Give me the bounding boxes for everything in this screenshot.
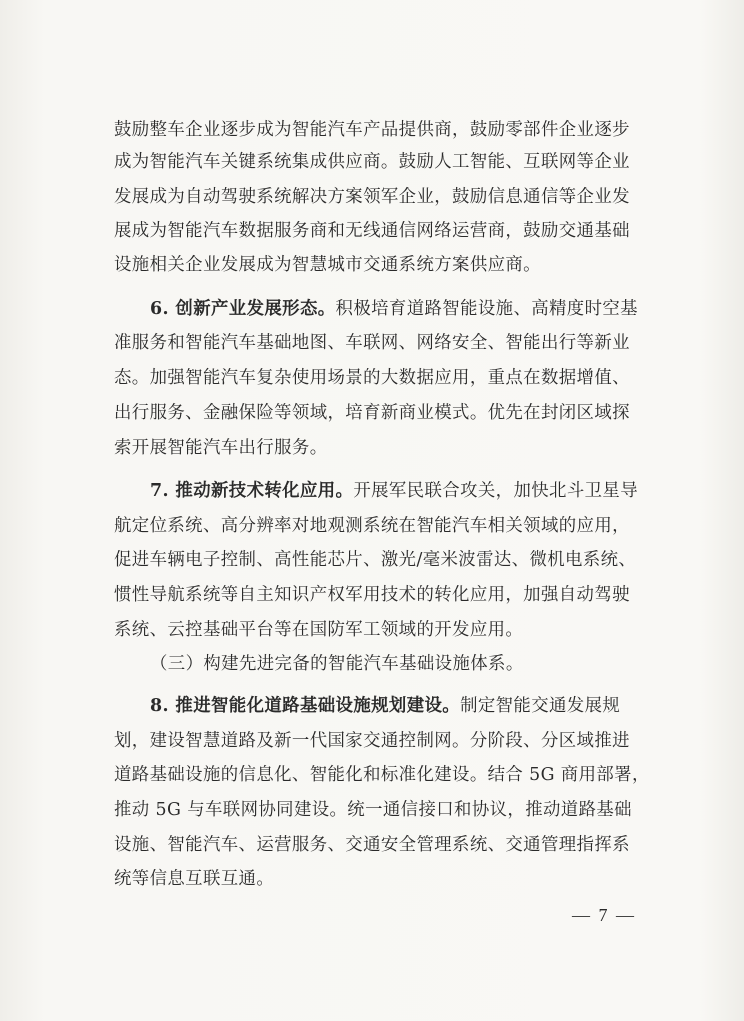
paragraph-line: 设施相关企业发展成为智慧城市交通系统方案供应商。 [114, 255, 541, 275]
paragraph-line: 航定位系统、高分辨率对地观测系统在智能汽车相关领域的应用， [114, 516, 630, 536]
paragraph-line: 态。加强智能汽车复杂使用场景的大数据应用，重点在数据增值、 [114, 368, 630, 388]
section-7-text: 开展军民联合攻关，加快北斗卫星导 [353, 481, 638, 501]
section-8-text: 制定智能交通发展规 [460, 696, 621, 716]
paragraph-line: 设施、智能汽车、运营服务、交通安全管理系统、交通管理指挥系 [114, 835, 630, 855]
paragraph-line: 出行服务、金融保险等领域，培育新商业模式。优先在封闭区域探 [114, 403, 630, 423]
paragraph-line: 推动 5G 与车联网协同建设。统一通信接口和协议，推动道路基础 [114, 800, 632, 820]
paragraph-line: 统等信息互联互通。 [114, 869, 275, 889]
page-number: — 7 — [572, 905, 636, 925]
paragraph-line: 索开展智能汽车出行服务。 [114, 438, 328, 458]
paragraph-line: 道路基础设施的信息化、智能化和标准化建设。结合 5G 商用部署， [114, 765, 650, 785]
section-7-heading: 7. 推动新技术转化应用。 [150, 481, 354, 501]
paragraph-line: 准服务和智能汽车基础地图、车联网、网络安全、智能出行等新业 [114, 333, 630, 353]
section-6-text: 积极培育道路智能设施、高精度时空基 [335, 299, 638, 319]
paragraph-line: 惯性导航系统等自主知识产权军用技术的转化应用，加强自动驾驶 [114, 585, 630, 605]
paragraph-line: 划，建设智慧道路及新一代国家交通控制网。分阶段、分区域推进 [114, 731, 630, 751]
section-8-heading: 8. 推进智能化道路基础设施规划建设。 [150, 696, 461, 716]
paragraph-line: 促进车辆电子控制、高性能芯片、激光/毫米波雷达、微机电系统、 [114, 550, 637, 570]
paragraph-line: 发展成为自动驾驶系统解决方案领军企业，鼓励信息通信等企业发 [114, 187, 630, 207]
paragraph-line: 成为智能汽车关键系统集成供应商。鼓励人工智能、互联网等企业 [114, 152, 630, 172]
section-7-first-line [150, 479, 638, 503]
paragraph-line: 鼓励整车企业逐步成为智能汽车产品提供商，鼓励零部件企业逐步 [114, 120, 630, 140]
section-6-heading: 6. 创新产业发展形态。 [150, 299, 336, 319]
section-3-title: （三）构建先进完备的智能汽车基础设施体系。 [150, 654, 524, 674]
section-8-first-line [150, 694, 620, 718]
paragraph-line: 展成为智能汽车数据服务商和无线通信网络运营商，鼓励交通基础 [114, 221, 630, 241]
section-6-first-line [150, 297, 638, 321]
paragraph-line: 系统、云控基础平台等在国防军工领域的开发应用。 [114, 620, 524, 640]
